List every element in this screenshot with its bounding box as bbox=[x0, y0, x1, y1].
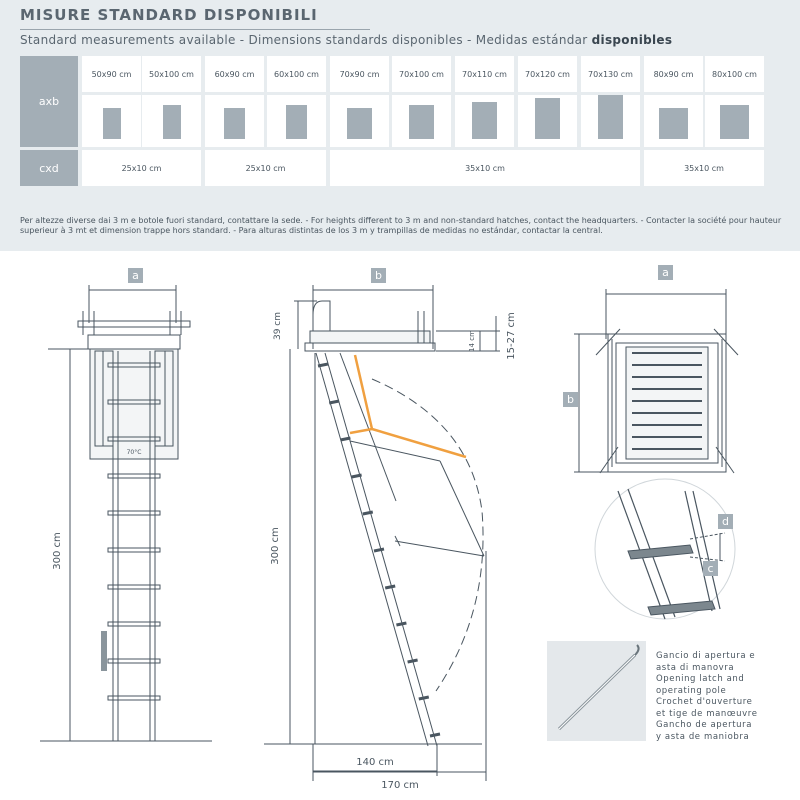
subtitle bbox=[20, 33, 672, 47]
front-rung bbox=[108, 511, 160, 515]
hatch-preview-cell bbox=[581, 95, 640, 147]
pole-caption bbox=[656, 651, 782, 743]
note-text: Per altezze diverse dai 3 m e botole fuori standard, contattare la sede. - For heights different to 3 m and non-standard hatches, contact the headquarters. - Contacter la société pour hauteur superieur à 3 mt et dimension trappe hors standard. - Para alturas distintas de los 3 m y trampillas de medidas no estándar, contactar la central. bbox=[20, 216, 782, 235]
caption-it-1: Gancio di apertura e bbox=[656, 651, 756, 661]
size-header-cell: 80x100 cm bbox=[705, 56, 764, 92]
front-rung bbox=[108, 585, 160, 589]
label-d: d bbox=[722, 515, 729, 528]
side-rung bbox=[385, 586, 395, 588]
size-header-cell: 60x100 cm bbox=[267, 56, 326, 92]
hatch-preview bbox=[720, 105, 749, 139]
front-view bbox=[40, 268, 212, 741]
size-header-cell: 80x90 cm bbox=[644, 56, 703, 92]
caption-fr-1: Crochet d'ouverture bbox=[656, 697, 753, 707]
side-rung bbox=[340, 438, 350, 440]
label-c: c bbox=[707, 562, 714, 575]
caption-es-1: Gancho de apertura bbox=[656, 720, 753, 730]
front-rung bbox=[108, 622, 160, 626]
size-header-cell: 70x110 cm bbox=[455, 56, 514, 92]
width-170-label: 170 cm bbox=[381, 780, 419, 791]
caption-fr-2: et tige de manœuvre bbox=[656, 708, 758, 719]
hatch-preview bbox=[347, 108, 372, 139]
sizes-panel bbox=[0, 0, 800, 251]
hatch-preview-cell bbox=[518, 95, 577, 147]
height-label-side: 300 cm bbox=[270, 527, 281, 565]
hatch-preview bbox=[163, 105, 181, 139]
hatch-preview-cell bbox=[705, 95, 764, 147]
caption-it-2: asta di manovra bbox=[656, 662, 735, 673]
hatch-preview-cell bbox=[267, 95, 326, 147]
side-rung bbox=[430, 734, 440, 736]
dim-14-label: 14 cm bbox=[468, 330, 476, 352]
side-rung bbox=[374, 549, 384, 551]
hatch-preview bbox=[659, 108, 688, 139]
hatch-preview-cell bbox=[205, 95, 264, 147]
operating-pole-image bbox=[547, 641, 646, 741]
label-b-side: b bbox=[375, 269, 382, 282]
folding-linkage bbox=[350, 441, 484, 556]
operating-pole-icon bbox=[547, 641, 646, 741]
dim-15-27-label: 15-27 cm bbox=[506, 312, 517, 360]
hatch-preview-cell bbox=[142, 95, 201, 147]
front-rung bbox=[108, 696, 160, 700]
side-rung bbox=[396, 623, 406, 625]
front-rung bbox=[108, 474, 160, 478]
hatch-preview bbox=[103, 108, 121, 139]
hatch-preview bbox=[598, 95, 623, 139]
size-header-cell: 70x90 cm bbox=[330, 56, 389, 92]
hatch-preview-cell bbox=[455, 95, 514, 147]
size-header-cell: 70x120 cm bbox=[518, 56, 577, 92]
caption-en-1: Opening latch and bbox=[656, 674, 745, 684]
width-140-label: 140 cm bbox=[356, 757, 394, 768]
cxd-cell: 35x10 cm bbox=[644, 150, 764, 186]
front-rung bbox=[108, 548, 160, 552]
hatch-preview-cell bbox=[330, 95, 389, 147]
size-header-cell: 50x90 cm bbox=[82, 56, 141, 92]
height-label-front: 300 cm bbox=[52, 532, 63, 570]
hatch-preview bbox=[409, 105, 434, 139]
cxd-cell: 25x10 cm bbox=[205, 150, 326, 186]
top-view bbox=[563, 265, 738, 473]
hatch-plate-label: 70°C bbox=[126, 449, 142, 456]
hatch-preview-cell bbox=[392, 95, 451, 147]
hatch-preview bbox=[535, 98, 560, 139]
hatch-preview-cell bbox=[82, 95, 141, 147]
side-rungs bbox=[318, 364, 440, 736]
caption-es-2: y asta de maniobra bbox=[656, 731, 750, 742]
side-rung bbox=[329, 401, 339, 403]
side-view bbox=[264, 268, 517, 791]
cxd-cell: 25x10 cm bbox=[82, 150, 201, 186]
detail-view bbox=[595, 479, 735, 619]
row-label-cxd: cxd bbox=[20, 150, 78, 186]
hatch-preview bbox=[286, 105, 308, 139]
side-rung bbox=[419, 697, 429, 699]
dim-39-label: 39 cm bbox=[273, 311, 283, 341]
row-label-axb: axb bbox=[20, 56, 78, 147]
label-b-top: b bbox=[567, 393, 574, 406]
front-rung bbox=[108, 659, 160, 663]
page-title: MISURE STANDARD DISPONIBILI bbox=[20, 6, 318, 24]
label-a-front: a bbox=[132, 269, 139, 282]
label-a-top: a bbox=[662, 266, 669, 279]
hatch-preview bbox=[224, 108, 246, 139]
size-header-cell: 50x100 cm bbox=[142, 56, 201, 92]
side-rung bbox=[318, 364, 328, 366]
cxd-cell: 35x10 cm bbox=[330, 150, 640, 186]
side-rung bbox=[408, 660, 418, 662]
side-rung bbox=[352, 475, 362, 477]
hatch-preview bbox=[472, 102, 497, 139]
side-rung bbox=[363, 512, 373, 514]
size-header-cell: 70x130 cm bbox=[581, 56, 640, 92]
highlight-arm bbox=[350, 355, 466, 457]
title-divider bbox=[20, 29, 370, 30]
size-header-cell: 60x90 cm bbox=[205, 56, 264, 92]
subtitle-main: Standard measurements available - Dimensions standards disponibles - Medidas estándar bbox=[20, 33, 588, 47]
swing-arc bbox=[372, 379, 483, 691]
caption-en-2: operating pole bbox=[656, 685, 727, 696]
size-header-cell: 70x100 cm bbox=[392, 56, 451, 92]
subtitle-last: disponibles bbox=[591, 33, 673, 47]
hatch-preview-cell bbox=[644, 95, 703, 147]
